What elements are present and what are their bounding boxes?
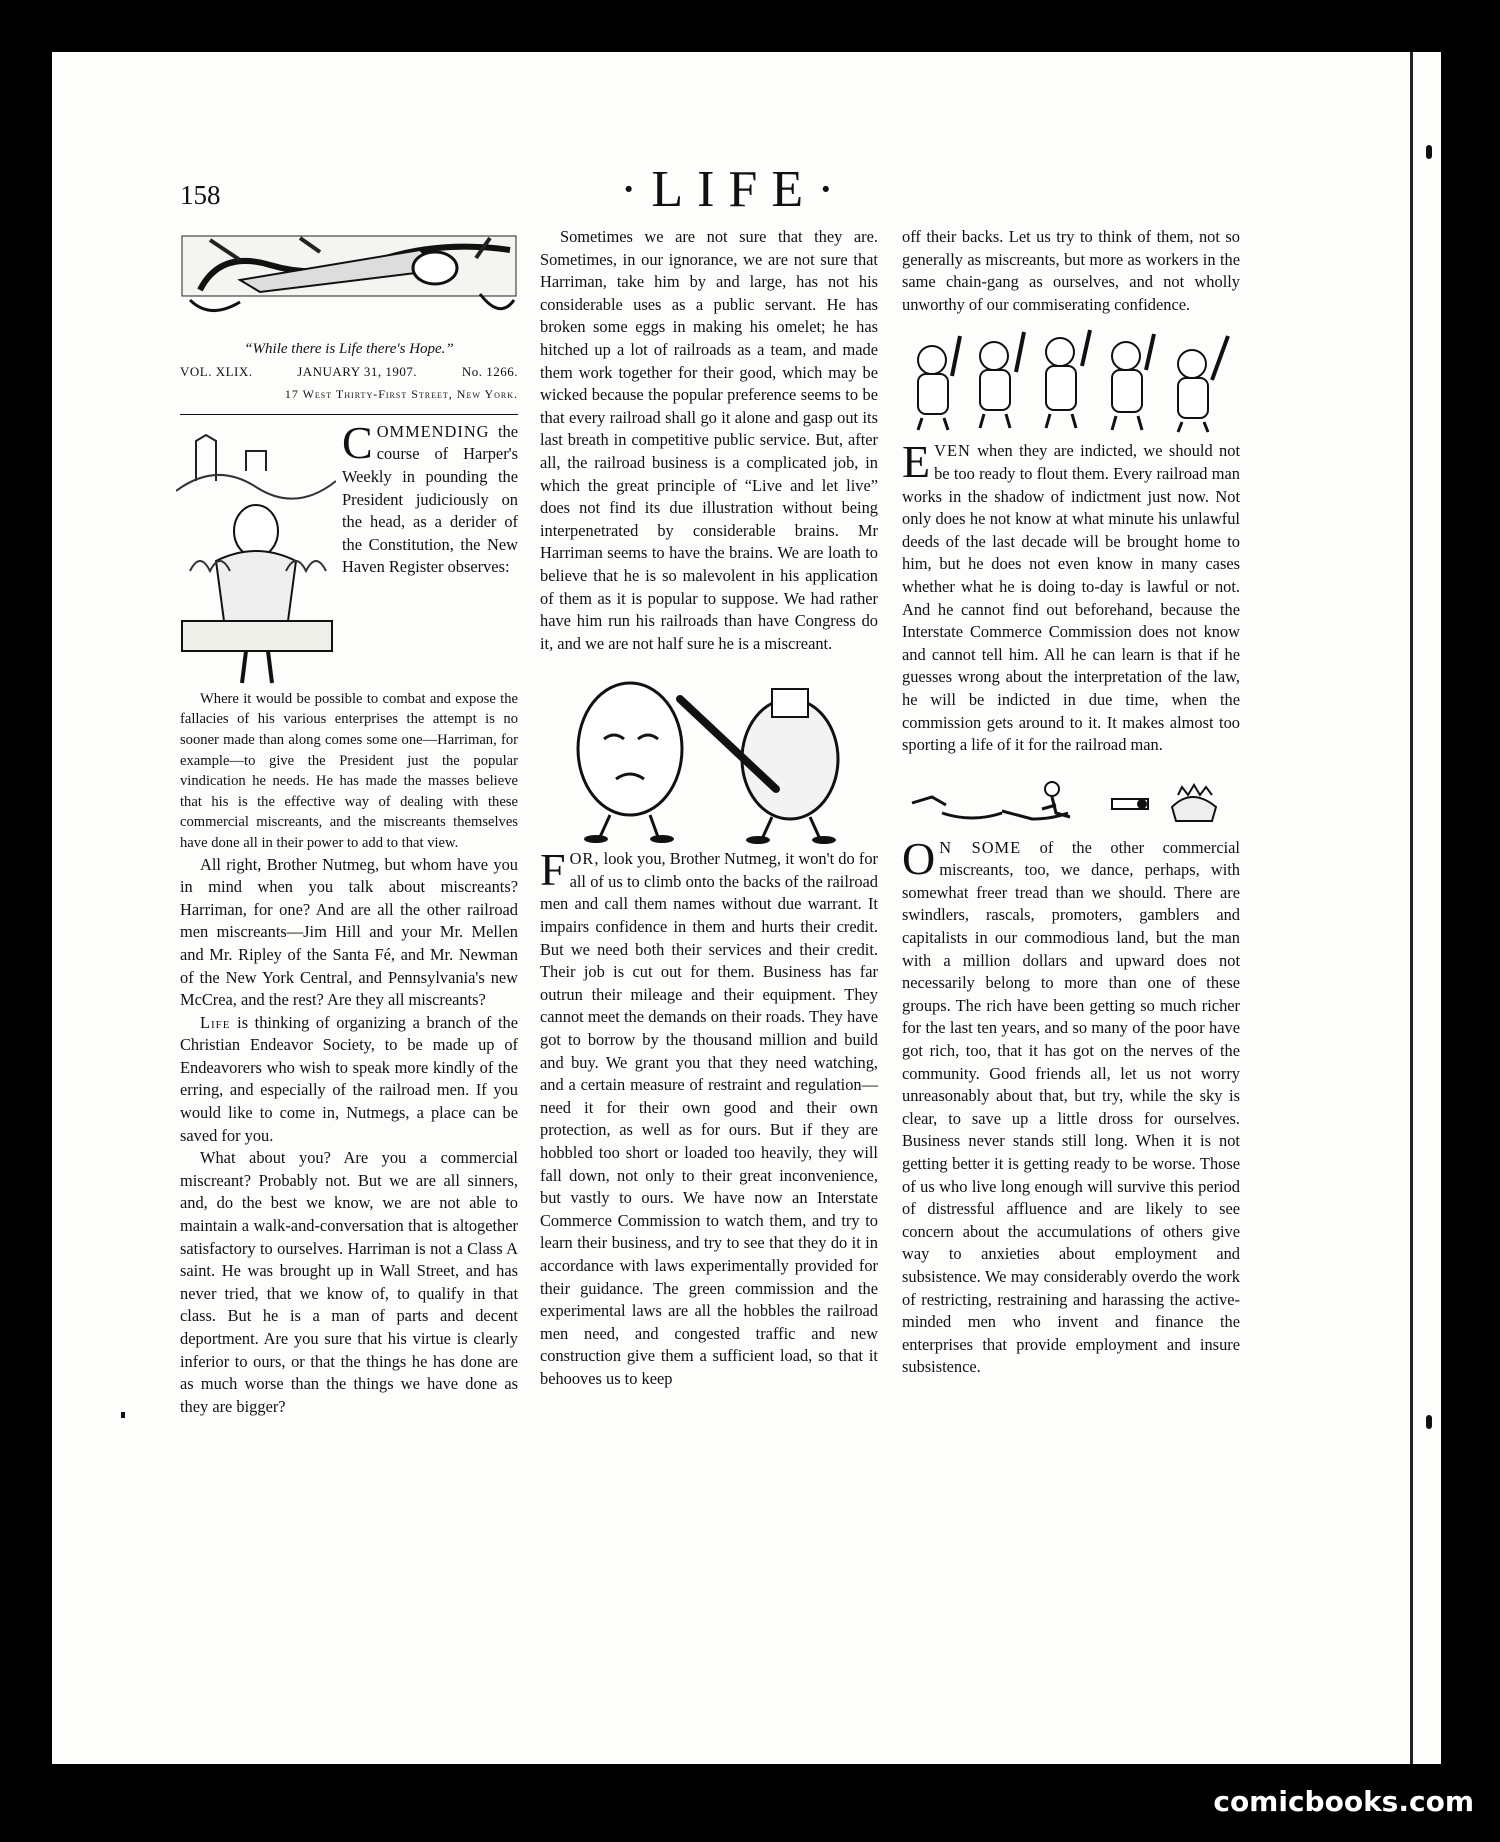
drop-cap: E (902, 436, 931, 488)
paragraph-text: the course of Harper's Weekly in pounding the President judiciously on the head, as a derider of the Constitution, the New Haven Register observes: (342, 421, 518, 577)
off-their-backs-paragraph: off their backs. Let us try to think of them, not so generally as miscreants, but more as workers in the same chain-gang as ourselves, and not wholly unworthy of our commiserating confidence. (902, 227, 1240, 314)
lead-in: VEN (934, 441, 971, 461)
publisher-address: 17 West Thirty-First Street, New York. (284, 387, 518, 402)
speck (121, 1412, 125, 1418)
brother-nutmeg-paragraph: All right, Brother Nutmeg, but whom have you in mind when you talk about miscreants? Harriman, for one? And are all the other railroad men miscreants—Jim Hill and your Mr. Mellen and Mr. Ripley of the Santa Fé, and Mr. Newman of the New York Central, and Pennsylvania's new McCrea, and the rest? Are they all miscreants? (180, 854, 518, 1010)
volume-number: VOL. XLIX. (180, 363, 253, 379)
lead-in: Life (200, 1012, 231, 1032)
column-3 (902, 226, 1240, 1379)
volume-line (180, 361, 518, 384)
site-watermark: comicbooks.com (1213, 1785, 1474, 1818)
register-quote: Where it would be possible to combat and expose the fallacies of his various enterprises the attempt is no sooner made than along comes some one—Harriman, for example—to give the President just the popular vindication he needs. He has made the masses believe that his is the effective way of dealing with these commercial miscreants, and the miscreants themselves have done all in their power to add to that view. (180, 690, 518, 851)
chasing-figure-illustration (902, 773, 1240, 831)
page-number: 158 (180, 180, 221, 210)
paragraph-text: look you, Brother Nutmeg, it won't do for all of us to climb onto the backs of the railroad men and call them names without due warrant. It impairs confidence in them and hurts their credit. But we need both their services and their credit. Their job is cut out for them. Business has far outrun their mileage and their equipment. They cannot meet the demands on their roads. They have got to borrow by the thousand million and build and buy. We grant you that they need watching, and a certain measure of restraint and regulation—need it for their own good and their own protection, as well as for ours. But if they are hobbled too short or loaded too heavily, they will fall down, not only to their great inconvenience, but vastly to ours. We have now an Interstate Commerce Commission to watch them, and try to learn their business, and try to see that they do it in accordance with laws experimentally provided for their guidance. The green commission and the experimental laws are all the hobbles the railroad men need, and congested traffic and new construction give them a sufficient load, so that it behooves us to keep (540, 849, 878, 1388)
sometimes-paragraph: Sometimes we are not sure that they are. Sometimes, in our ignorance, we are not sure that Harriman, take him by and large, has not his considerable uses as a public servant. He has broken some eggs in making his omelet; he has hitched up a lot of railroads as a team, and made them work together for their good, which may be wicked because the popular preference seems to be that every railroad shall go it alone and gasp out its last breath in competitive public service. But, after all, the railroad business is a complicated job, in which the great principle of “Live and let live” does not find its due illustration without being interpenetrated by considerable brains. Mr Harriman seems to have the brains. We are loath to believe that he is so malevolent in his application of them as it is popular to suppose. We had rather have him run his railroads than have Congress do it, and we are not half sure he is a miscreant. (540, 227, 878, 653)
divider-rule (180, 414, 518, 415)
for-look-you-paragraph (540, 844, 878, 1390)
policemen-parade-illustration (902, 326, 1240, 434)
on-some-paragraph (902, 832, 1240, 1379)
lead-in: OR, (569, 849, 600, 869)
paragraph-text: when they are indicted, we should not be too ready to flout them. Every railroad man works in the shadow of indictment just now. Not only does he not know at what minute his unlawful deeds of the last decade will be brought home to him, but he does not even know in many cases whether what he is doing to-day is lawful or not. And he cannot find out beforehand, because the Interstate Commerce Commission does not know and cannot tell him. All he can learn is that if he guesses wrong about the interpretation of the law, he will be indicted in due time, when the commission gets around to it. It makes almost too sporting a life of it for the railroad man. (902, 441, 1240, 755)
spine-mark (1426, 145, 1432, 159)
what-about-you-paragraph: What about you? Are you a commercial miscreant? Probably not. But we are all sinners, and, do the best we know, we are not able to maintain a walk-and-conversation that is altogether satisfactory to ourselves. Harriman is not a Class A saint. He was brought up in Wall Street, and has never tried, that we know of, to qualify in that class. But he is a man of parts and decent deportment. Are you sure that his virtue is clearly inferior to ours, or that the things he has done are as much worse than the things we have done as they are bigger? (180, 1148, 518, 1416)
issue-number: No. 1266. (461, 363, 518, 379)
eggs-cartoon-illustration (540, 669, 878, 844)
column-1 (180, 230, 518, 1418)
spine-mark (1426, 1415, 1432, 1429)
drop-cap: O (902, 832, 936, 884)
christian-endeavor-paragraph (180, 1012, 518, 1148)
castle-president-illustration (176, 421, 336, 689)
column-2 (540, 226, 878, 1391)
issue-date: JANUARY 31, 1907. (297, 363, 418, 379)
masthead-title: ·LIFE· (620, 161, 849, 218)
life-motto: “While there is Life there's Hope.” (244, 341, 454, 357)
drop-cap: C (342, 416, 373, 468)
paragraph-text: of the other commercial miscreants, too, we dance, perhaps, with somewhat freer tread than we should. There are swindlers, rascals, promoters, gamblers and capitalists in our commodious land, but the man with a million dollars and upward does not necessarily belong to more than one of these groups. The rich have been getting so much richer for the last ten years, and so many of the poor have got rich, too, that it has got on the nerves of the community. Good friends all, let us not worry unreasonably about that, but try, while the sky is clear, to save up a little dross for ourselves. Business never stands still long. When it is not getting better it is getting ready to be worse. Those of us who live long enough will survive this period of distressful affluence and are likely to see concern about the accumulations of others give way to anxieties about employment and subsistence. We may considerably overdo the work of restricting, restraining and harassing the active-minded men who invent and finance the enterprises that provide employment and insure subsistence. (902, 837, 1240, 1377)
lead-in: OMMENDING (376, 421, 490, 441)
lead-in: N SOME (939, 837, 1022, 857)
paragraph-text: is thinking of organizing a branch of the Christian Endeavor Society, to be made up of Endeavorers who wish to speak more kindly of the erring, and especially of the railroad men. If you would like to come in, Nutmegs, a place can be saved for you. (180, 1012, 518, 1145)
page-spine-edge (1410, 52, 1441, 1764)
header-illustration (180, 230, 518, 330)
drop-cap: F (540, 844, 566, 896)
even-when-paragraph (902, 436, 1240, 756)
